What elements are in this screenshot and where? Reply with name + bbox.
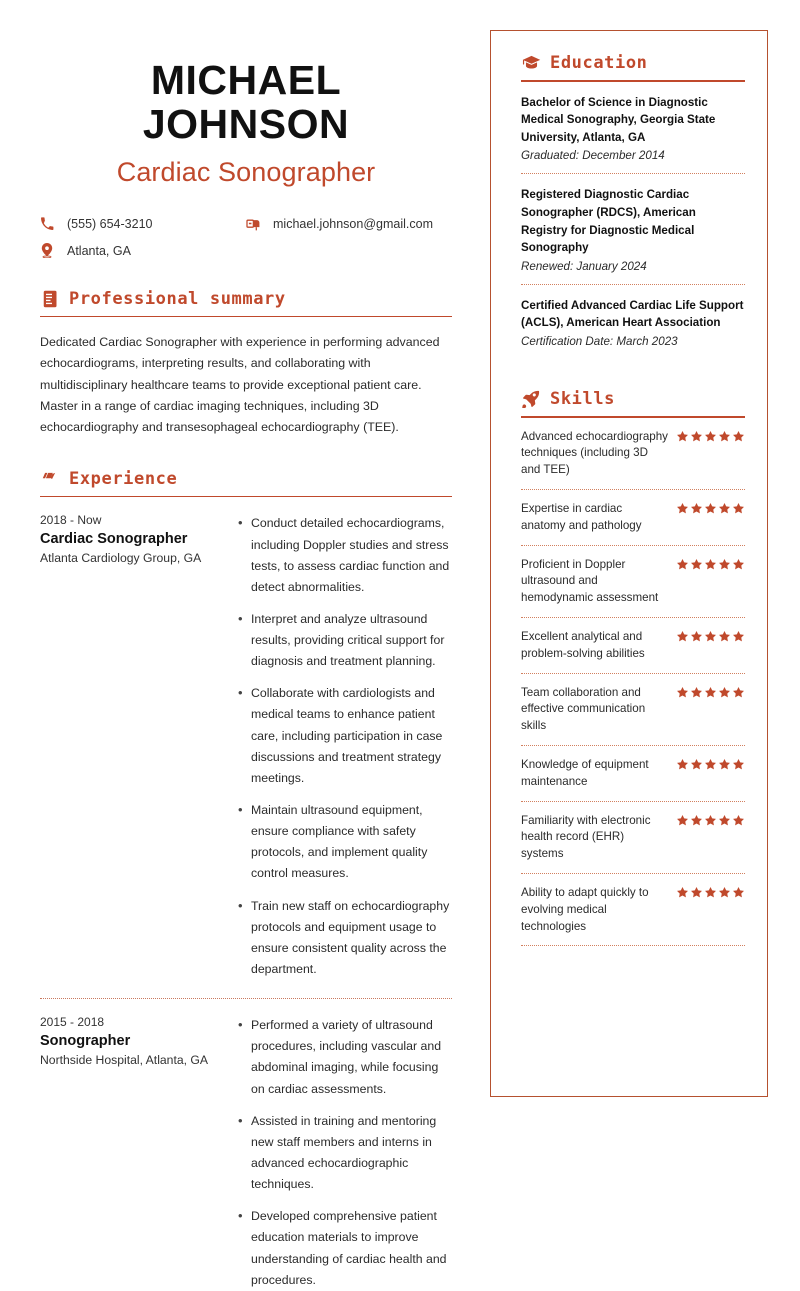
summary-heading — [40, 289, 452, 309]
skill-rating — [676, 813, 745, 827]
experience-item-meta — [40, 513, 235, 980]
skill-rating — [676, 885, 745, 899]
scroll-document-icon — [40, 289, 60, 309]
skill-rating — [676, 757, 745, 771]
education-heading — [521, 53, 745, 73]
skill-rating — [676, 501, 745, 515]
experience-bullet: • Developed comprehensive patient education materials to improve understanding of cardiac health and procedures. — [251, 1206, 452, 1291]
education-item — [521, 285, 745, 359]
skill-item — [521, 546, 745, 617]
skill-name: Expertise in cardiac anatomy and pathology — [521, 502, 642, 532]
graduation-cap-icon — [521, 53, 541, 73]
education-item-date: Certification Date: March 2023 — [521, 335, 678, 349]
experience-title: Experience — [69, 468, 178, 489]
name-block — [40, 30, 452, 188]
job-title: Cardiac Sonographer — [116, 156, 376, 187]
experience-item — [40, 513, 452, 980]
skill-item — [521, 802, 745, 873]
experience-dates: 2015 - 2018 — [40, 1015, 105, 1030]
summary-divider — [40, 316, 452, 318]
phone-icon — [40, 216, 58, 232]
contact-list — [40, 216, 452, 259]
rocket-icon — [521, 389, 541, 409]
main-column — [40, 30, 452, 1291]
education-item — [521, 82, 745, 174]
experience-bullet: • Performed a variety of ultrasound procedures, including vascular and abdominal imaging, while focusing on cardiac assessments. — [251, 1015, 452, 1100]
skill-name: Ability to adapt quickly to evolving medical technologies — [521, 886, 649, 933]
skill-rating — [676, 429, 745, 443]
mailbox-icon — [246, 216, 264, 232]
experience-company: Atlanta Cardiology Group, GA — [40, 551, 202, 566]
experience-divider — [40, 496, 452, 498]
contact-location-value: Atlanta, GA — [67, 243, 131, 258]
skills-heading — [521, 389, 745, 409]
skill-name: Knowledge of equipment maintenance — [521, 758, 649, 788]
skill-item — [521, 874, 745, 945]
experience-bullet: • Maintain ultrasound equipment, ensure compliance with safety protocols, and implement quality control measures. — [251, 800, 452, 885]
experience-role: Sonographer — [40, 1033, 131, 1050]
location-pin-icon — [40, 243, 58, 259]
summary-title: Professional summary — [69, 288, 286, 309]
experience-dates: 2018 - Now — [40, 513, 102, 528]
education-title: Education — [550, 53, 648, 73]
experience-item-meta — [40, 1015, 235, 1291]
skill-item — [521, 746, 745, 801]
education-item-title: Certified Advanced Cardiac Life Support (ACLS), American Heart Association — [521, 298, 744, 330]
skill-item — [521, 418, 745, 489]
experience-separator — [40, 998, 452, 999]
education-item-date: Renewed: January 2024 — [521, 259, 647, 273]
briefcase-ribbon-icon — [40, 469, 60, 489]
experience-item-bullets — [235, 513, 452, 980]
skill-name: Advanced echocardiography techniques (including 3D and TEE) — [521, 429, 668, 477]
skill-rating — [676, 557, 745, 571]
experience-item — [40, 1015, 452, 1291]
education-item-title: Registered Diagnostic Cardiac Sonographer (RDCS), American Registry for Diagnostic Medical Sonography — [521, 188, 696, 255]
experience-company: Northside Hospital, Atlanta, GA — [40, 1053, 208, 1068]
summary-text: Dedicated Cardiac Sonographer with experience in performing advanced echocardiograms, interpreting results, and collaborating with multidisciplinary healthcare teams to provide exceptional patient care. Master in a range of cardiac imaging techniques, including 3D echocardiography and transesophageal echocardiography (TEE). — [40, 335, 440, 435]
section-education — [521, 53, 745, 359]
education-item-date: Graduated: December 2014 — [521, 149, 665, 163]
first-name: MICHAEL — [150, 57, 342, 103]
skill-rating — [676, 685, 745, 699]
experience-bullet: • Collaborate with cardiologists and medical teams to enhance patient care, including participation in case discussions and treatment strategy meetings. — [251, 683, 452, 789]
experience-bullet: • Assisted in training and mentoring new staff members and interns in advanced echocardiographic techniques. — [251, 1111, 452, 1196]
skill-rating — [676, 629, 745, 643]
skill-name: Familiarity with electronic health record (EHR) systems — [521, 813, 651, 861]
contact-email[interactable] — [246, 216, 452, 232]
skill-name: Proficient in Doppler ultrasound and hemodynamic assessment — [521, 557, 659, 605]
sidebar-column — [490, 30, 768, 1097]
experience-item-bullets — [235, 1015, 452, 1291]
skill-item — [521, 618, 745, 673]
education-item — [521, 174, 745, 283]
contact-phone[interactable] — [40, 216, 246, 232]
experience-bullet: • Interpret and analyze ultrasound results, providing critical support for diagnosis and treatment planning. — [251, 609, 452, 672]
skills-title: Skills — [550, 389, 616, 410]
last-name: JOHNSON — [142, 101, 350, 148]
skill-separator — [521, 945, 745, 946]
section-professional-summary — [40, 289, 452, 439]
experience-bullet: • Train new staff on echocardiography protocols and equipment usage to ensure consistent quality across the department. — [251, 896, 452, 981]
contact-email-value: michael.johnson@gmail.com — [273, 216, 433, 231]
contact-location[interactable] — [40, 243, 246, 259]
experience-bullet: • Conduct detailed echocardiograms, including Doppler studies and stress tests, to assess cardiac function and detect abnormalities. — [251, 513, 452, 598]
experience-role: Cardiac Sonographer — [40, 531, 188, 548]
experience-heading — [40, 469, 452, 489]
skill-name: Team collaboration and effective communication skills — [521, 685, 646, 733]
skill-item — [521, 674, 745, 745]
skill-name: Excellent analytical and problem-solving abilities — [521, 630, 645, 660]
contact-phone-value: (555) 654-3210 — [67, 216, 153, 231]
education-item-title: Bachelor of Science in Diagnostic Medical Sonography, Georgia State University, Atlanta, GA — [521, 95, 716, 144]
section-skills — [521, 389, 745, 946]
section-experience — [40, 469, 452, 1291]
skill-item — [521, 490, 745, 545]
